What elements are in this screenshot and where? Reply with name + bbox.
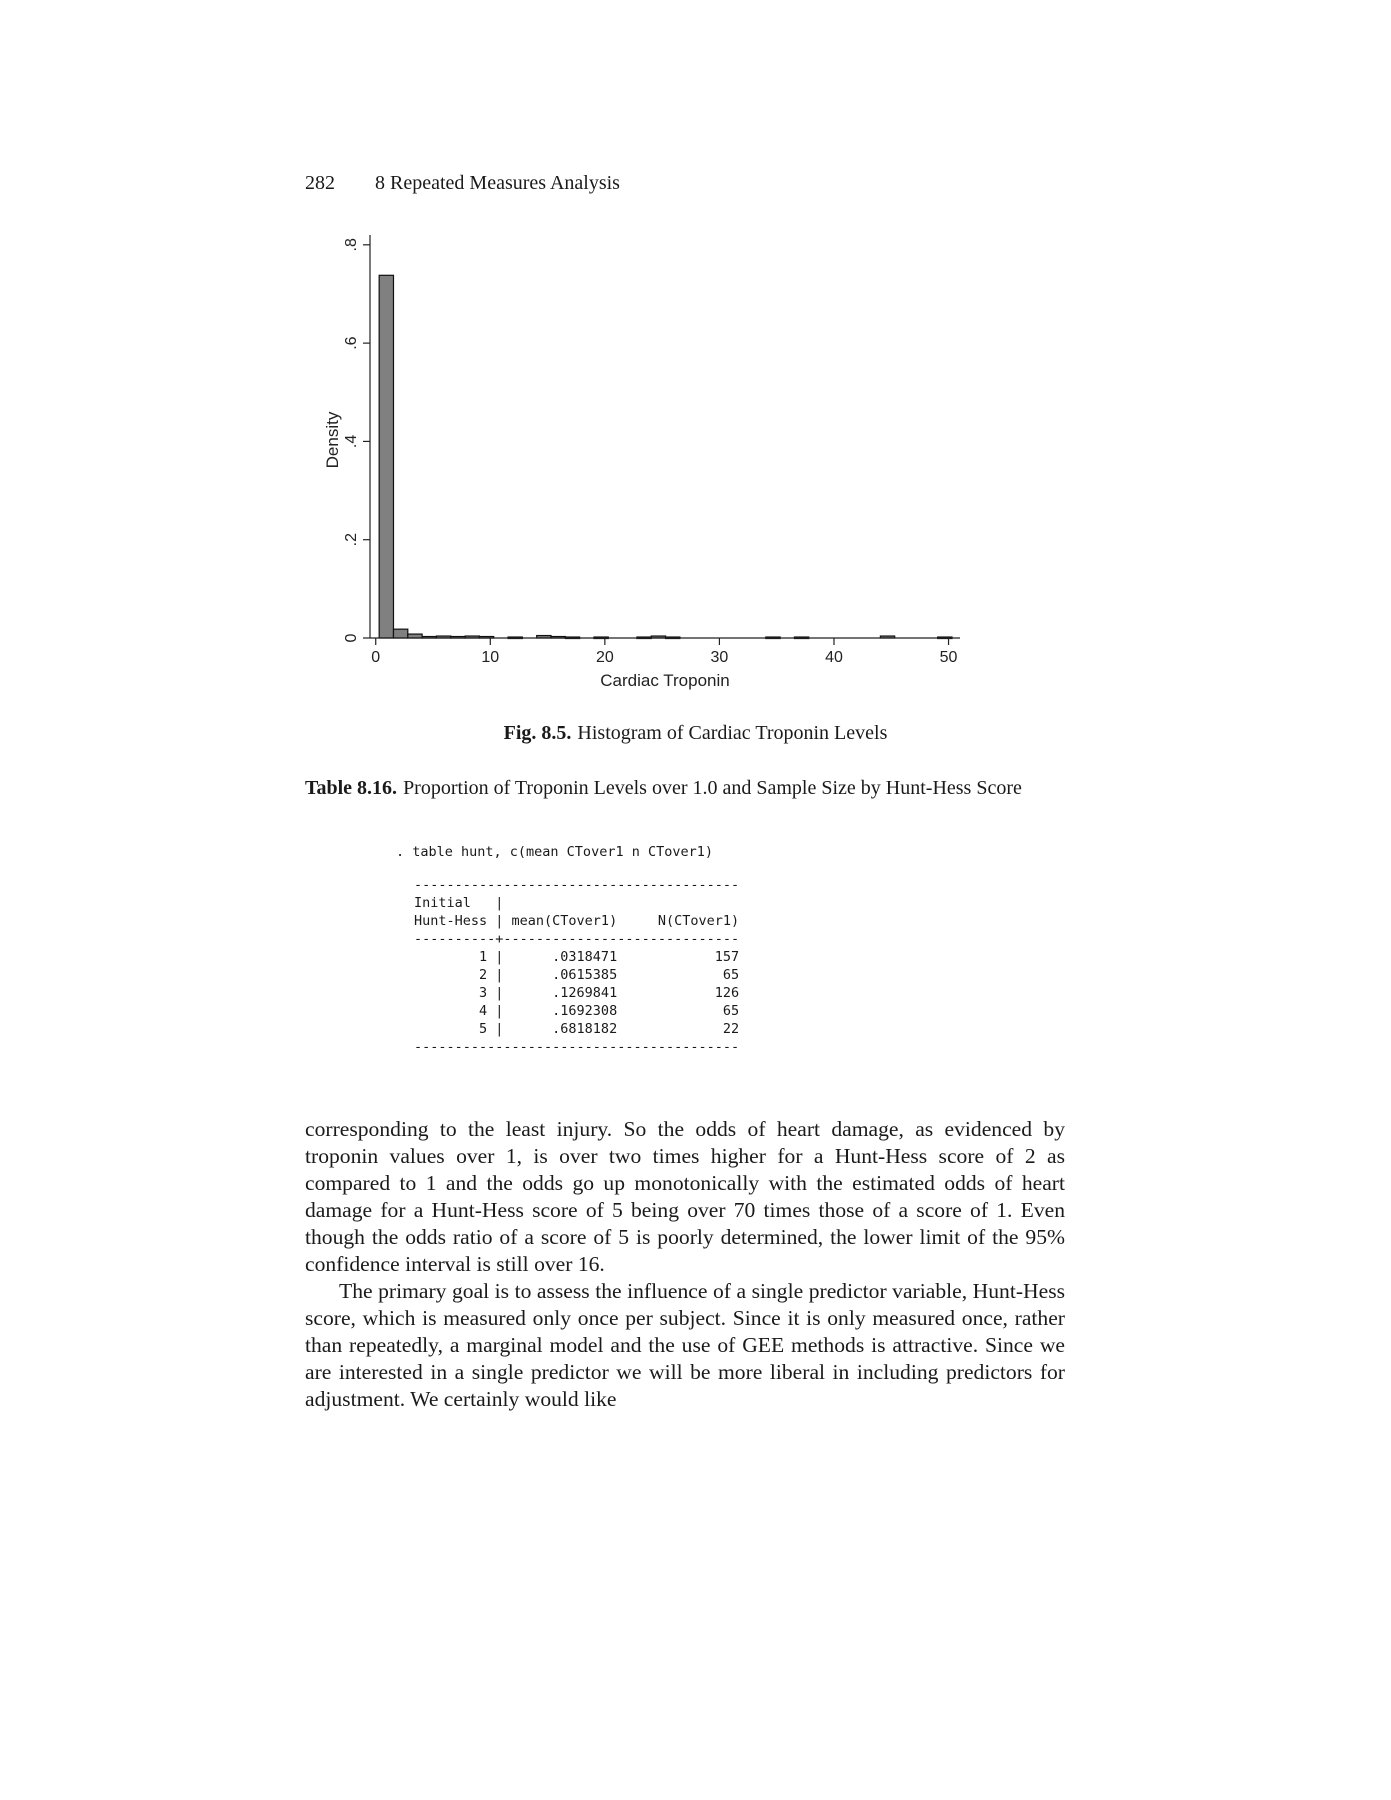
histogram-bar: [379, 275, 393, 638]
histogram-chart: [300, 220, 980, 700]
y-tick-label: .2: [343, 533, 360, 547]
figure-caption-text: Histogram of Cardiac Troponin Levels: [577, 722, 888, 744]
page-number: 282: [305, 172, 335, 194]
paragraph: The primary goal is to assess the influence of a single predictor variable, Hunt-Hess score, which is measured only once per subject. Since it is only measured once, rather than repeatedly, a marginal model and the use of GEE methods is attractive. Since we are interested in a single predictor we will be more liberal in including predictors for adjustment. We certainly would like: [305, 1279, 1065, 1411]
y-axis-label: Density: [323, 411, 342, 469]
running-head: [305, 172, 620, 195]
figure-label: Fig. 8.5.: [503, 722, 572, 744]
x-tick-label: 40: [825, 649, 843, 666]
x-axis-label: Cardiac Troponin: [600, 671, 730, 690]
paragraph: corresponding to the least injury. So the odds of heart damage, as evidenced by troponin values over 1, is over two times higher for a Hunt-Hess score of 2 as compared to 1 and the odds go up monotonically with the estimated odds of heart damage for a Hunt-Hess score of 5 being over 70 times those of a score of 1. Even though the odds ratio of a score of 5 is poorly determined, the lower limit of the 95% confidence interval is still over 16.: [305, 1117, 1065, 1276]
y-tick-label: .4: [343, 434, 360, 449]
chapter-title: 8 Repeated Measures Analysis: [375, 172, 620, 194]
x-tick-label: 10: [481, 649, 500, 666]
x-tick-label: 50: [939, 649, 958, 666]
table-caption-text: Proportion of Troponin Levels over 1.0 and Sample Size by Hunt-Hess Score: [403, 777, 1022, 799]
histogram-bar: [393, 629, 407, 638]
table-caption: [305, 776, 1065, 801]
y-tick-label: .6: [343, 336, 360, 350]
x-tick-label: 0: [371, 649, 381, 666]
figure-caption: [0, 722, 1391, 745]
y-axis-ticks: [343, 238, 370, 642]
stata-command: . table hunt, c(mean CTover1 n CTover1): [396, 844, 713, 860]
stata-output-table: ---------------------------------------- Initial | Hunt-Hess | mean(CTover1) N(CTover1) ----------+----------------------------- 1 | .0318471 157 2 | .0615385 65 3 | .1269841 126 4 | .1692308 65 5 | .6818182 22 ----------------------------------------: [414, 877, 740, 1055]
y-tick-label: .8: [343, 238, 360, 252]
x-tick-label: 30: [710, 649, 729, 666]
y-tick-label: 0: [343, 633, 360, 643]
body-text: [305, 1116, 1065, 1413]
x-axis-ticks: [371, 638, 957, 666]
histogram-bars: [379, 275, 952, 638]
table-label: Table 8.16.: [305, 777, 398, 799]
x-tick-label: 20: [595, 649, 614, 666]
